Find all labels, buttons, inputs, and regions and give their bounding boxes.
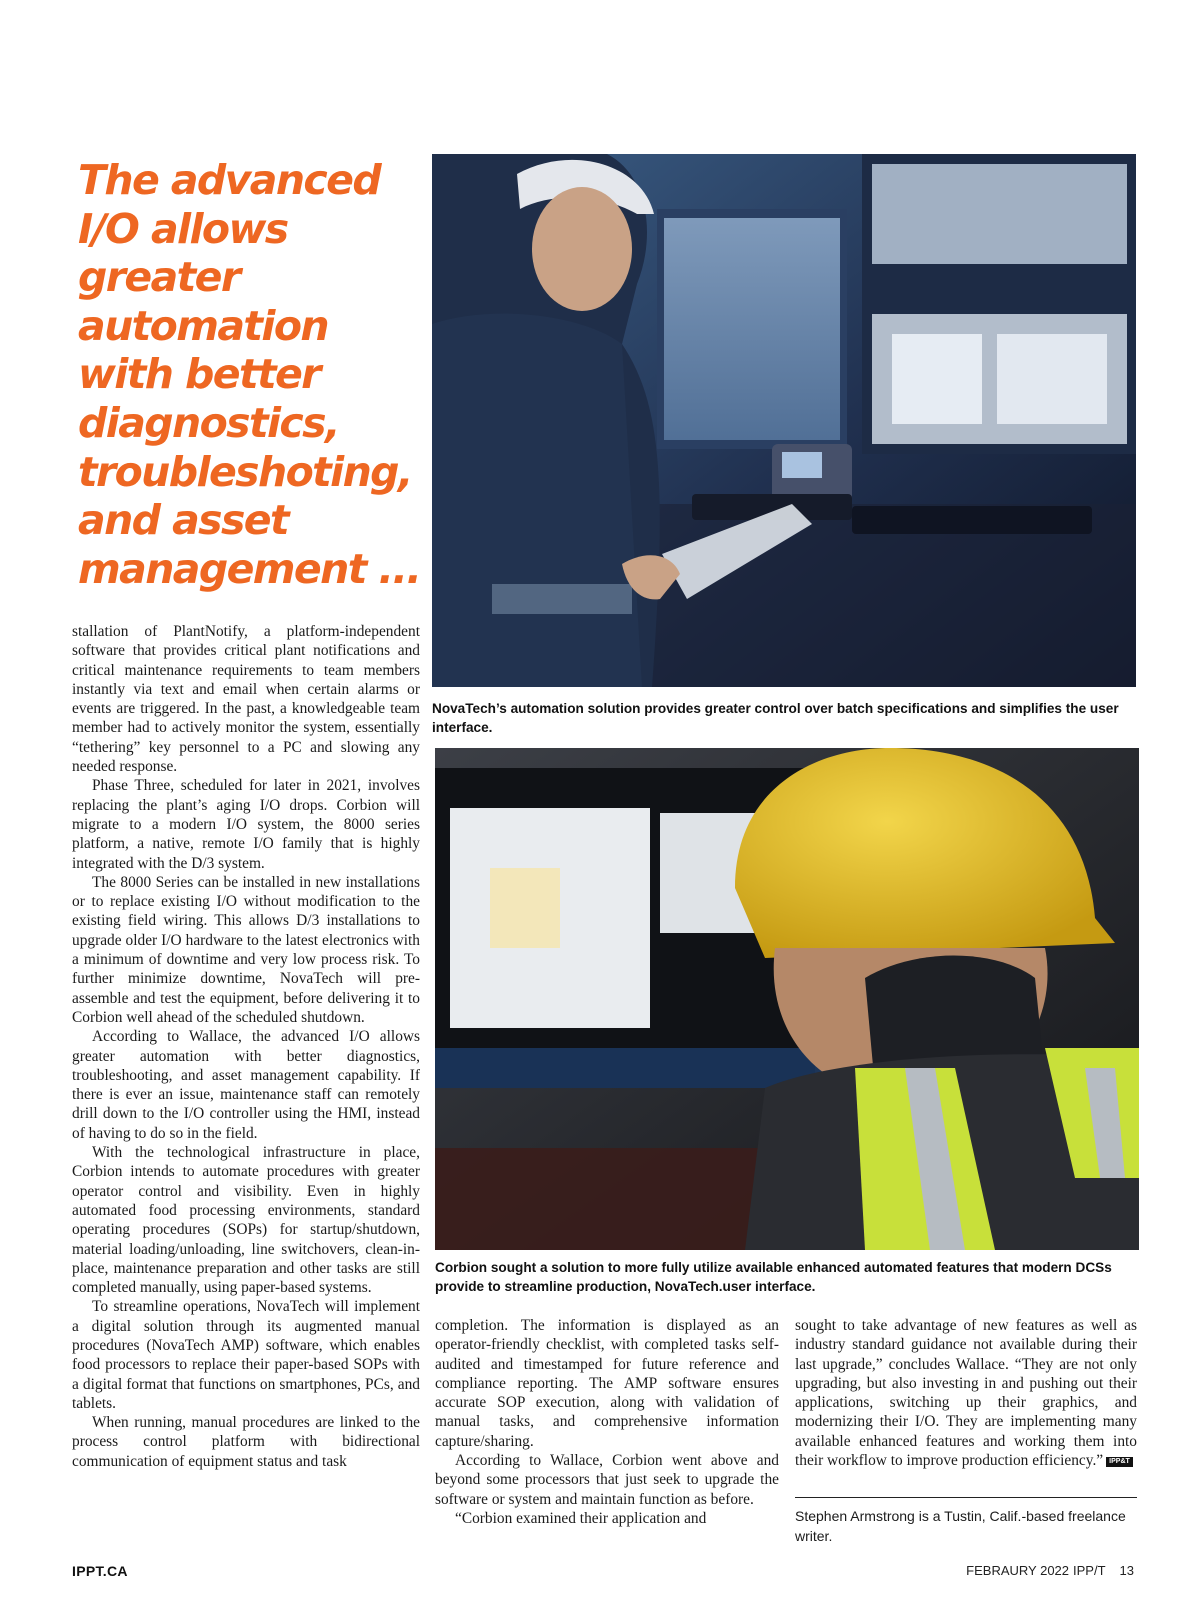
paragraph: The 8000 Series can be installed in new installations or to replace existing I/O without modification to the existing field wiring. This allows D/3 installations to upgrade older I/O hardware to the latest electronics with a minimum of downtime and very low process risk. To further minimize downtime, NovaTech will pre-assemble and test the equipment, before delivering it to Corbion well ahead of the scheduled shutdown. <box>72 873 420 1026</box>
paragraph: According to Wallace, the advanced I/O allows greater automation with better diagnostics, troubleshooting, and asset management capability. If there is ever an issue, maintenance staff can remotely drill down to the I/O controller using the HMI, instead of having to do so in the field. <box>72 1028 420 1142</box>
footer-folio <box>966 1563 1134 1578</box>
footer-website: IPPT.CA <box>72 1563 128 1579</box>
paragraph-text: sought to take advantage of new features as well as industry standard guidance not available during their last upgrade,” concludes Wallace. “They are not only upgrading, but also investing in and pushing out their applications, switching up their graphics, and modernizing their I/O. They are implementing many available enhanced features and working them into their workflow to improve production efficiency.” <box>795 1317 1137 1470</box>
body-column-2 <box>435 1316 779 1528</box>
body-column-1 <box>72 622 420 1471</box>
photo-worker-with-hard-hat <box>435 748 1139 1250</box>
paragraph: stallation of PlantNotify, a platform-independent software that provides critical plant notifications and critical maintenance requirements to team members instantly via text and email when certain alarms or events are triggered. In the past, a knowledgeable team member had to actively monitor the system, essentially “tethering” key personnel to a PC and slowing any needed response. <box>72 623 420 776</box>
pull-quote: The advanced I/O allows greater automation with better diagnostics, troubleshoting, and asset management ... <box>78 156 421 593</box>
paragraph: With the technological infrastructure in place, Corbion intends to automate procedures with greater operator control and visibility. Even in highly automated food processing environments, standard operating procedures (SOPs) for startup/shutdown, material loading/unloading, line switchovers, clean-in-place, maintenance preparation and other tasks are still completed manually, using paper-based systems. <box>72 1144 420 1297</box>
footer-issue-date: FEBRAURY 2022 <box>966 1563 1070 1578</box>
author-bio: Stephen Armstrong is a Tustin, Calif.-based freelance writer. <box>795 1508 1126 1544</box>
footer-publication: IPP/T <box>1073 1563 1106 1578</box>
control-room-illustration <box>432 154 1136 687</box>
paragraph: Phase Three, scheduled for later in 2021, involves replacing the plant’s aging I/O drops. Corbion will migrate to a modern I/O system, the 8000 series platform, a native, remote I/O family that is highly integrated with the D/3 system. <box>72 777 420 872</box>
body-column-3 <box>795 1316 1137 1470</box>
page-number: 13 <box>1119 1563 1134 1578</box>
operator-illustration <box>435 748 1139 1250</box>
paragraph: “Corbion examined their application and <box>455 1509 707 1527</box>
paragraph: completion. The information is displayed as an operator-friendly checklist, with completed tasks self-audited and timestamped for future reference and compliance reporting. The AMP software ensures accurate SOP execution, along with validation of manual tasks, and comprehensive information capture/sharing. <box>435 1317 779 1450</box>
paragraph: When running, manual procedures are linked to the process control platform with bidirectional communication of equipment status and task <box>72 1414 420 1470</box>
photo-engineer-with-tablet <box>432 154 1136 687</box>
paragraph: According to Wallace, Corbion went above and beyond some processors that just seek to upgrade the software or system and maintain function as before. <box>435 1452 779 1508</box>
paragraph <box>795 1316 1137 1470</box>
end-mark: IPP&T <box>1106 1457 1133 1467</box>
bio-divider <box>795 1497 1137 1498</box>
paragraph: To streamline operations, NovaTech will implement a digital solution through its augmented manual procedures (NovaTech AMP) software, which enables food processors to replace their paper-based SOPs with a digital format that functions on smartphones, PCs, and tablets. <box>72 1298 420 1412</box>
photo-caption-1: NovaTech’s automation solution provides greater control over batch specifications and simplifies the user interface. <box>432 701 1119 735</box>
photo-caption-2: Corbion sought a solution to more fully utilize available enhanced automated features that modern DCSs provide to streamline production, NovaTech.user interface. <box>435 1260 1112 1294</box>
